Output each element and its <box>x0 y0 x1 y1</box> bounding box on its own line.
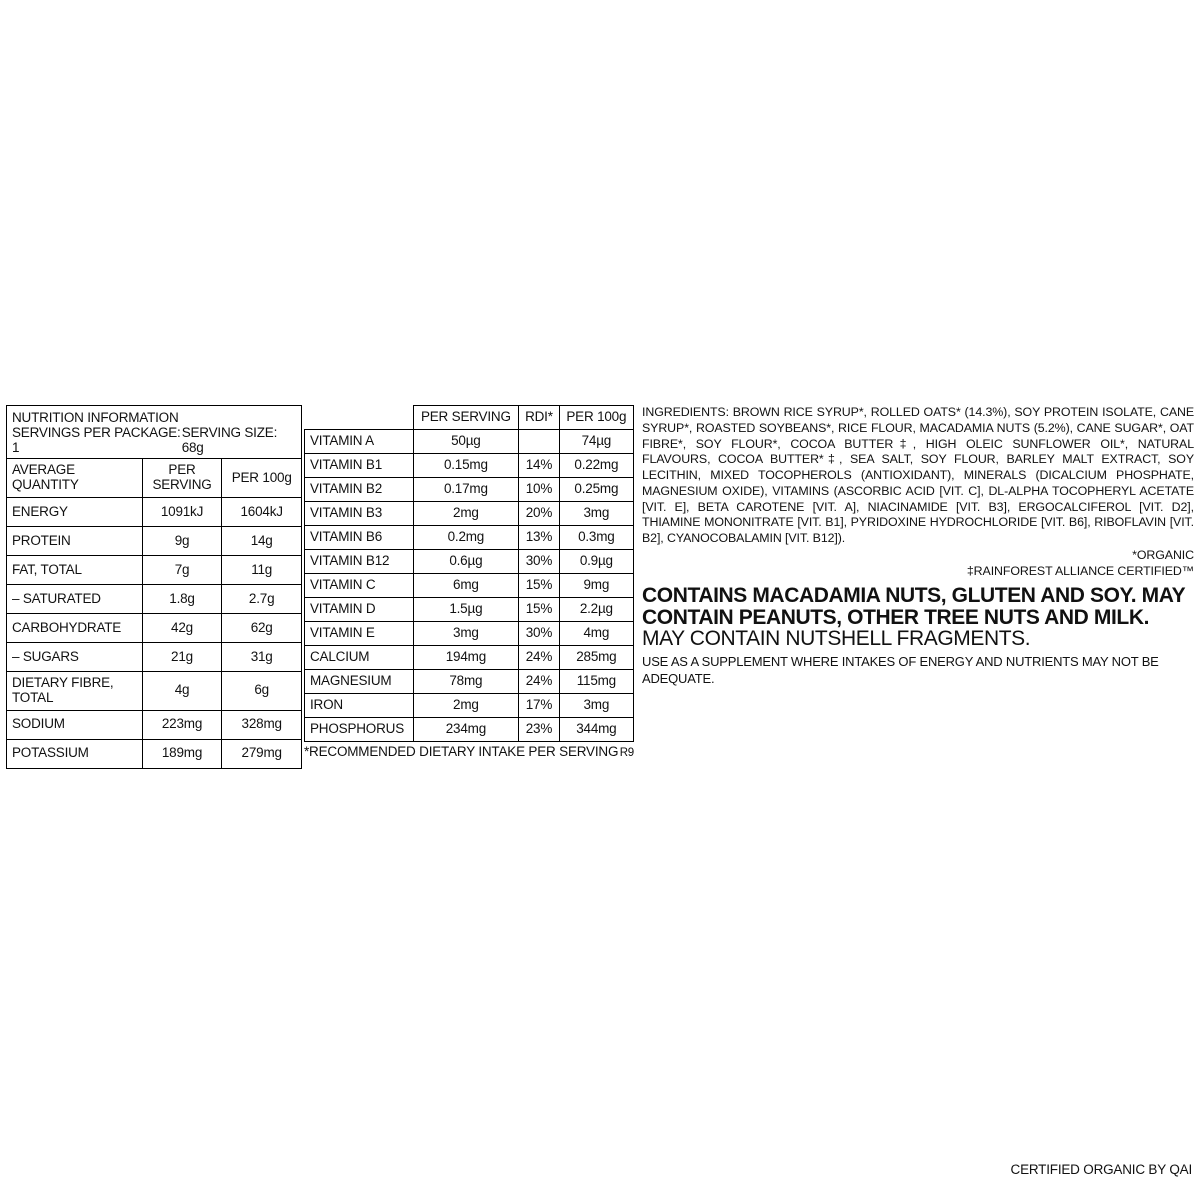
column-header-per-serving: PER SERVING <box>413 406 519 430</box>
vitamin-per-serving: 6mg <box>413 574 519 598</box>
rdi-footnote: *RECOMMENDED DIETARY INTAKE PER SERVING <box>304 744 619 759</box>
vitamin-per-serving: 234mg <box>413 718 519 742</box>
nutrition-title: NUTRITION INFORMATION <box>12 410 179 425</box>
table-row <box>305 718 634 742</box>
vitamin-per-100g: 0.3mg <box>559 526 633 550</box>
nutrient-per-serving: 4g <box>142 672 222 711</box>
allergen-statement-normal: MAY CONTAIN NUTSHELL FRAGMENTS. <box>642 627 1031 651</box>
table-row <box>7 556 302 585</box>
table-row <box>305 430 634 454</box>
vitamin-per-100g: 3mg <box>559 694 633 718</box>
vitamin-rdi: 15% <box>519 574 560 598</box>
vitamin-label: VITAMIN B2 <box>305 478 414 502</box>
vitamin-rdi <box>519 430 560 454</box>
table-row <box>7 739 302 768</box>
vitamin-label: VITAMIN B12 <box>305 550 414 574</box>
nutrient-per-serving: 7g <box>142 556 222 585</box>
vitamin-per-serving: 3mg <box>413 622 519 646</box>
table-row <box>305 670 634 694</box>
column-header-per-serving: PER SERVING <box>142 459 222 498</box>
table-row <box>7 585 302 614</box>
vitamin-per-serving: 0.2mg <box>413 526 519 550</box>
nutrient-per-serving: 9g <box>142 527 222 556</box>
ingredients-block <box>642 405 1194 687</box>
nutrient-per-serving: 189mg <box>142 739 222 768</box>
vitamin-mineral-block <box>304 405 634 759</box>
nutrient-per-100g: 2.7g <box>222 585 302 614</box>
nutrient-label: SODIUM <box>7 710 143 739</box>
vitamin-per-serving: 50µg <box>413 430 519 454</box>
vitamin-per-serving: 0.15mg <box>413 454 519 478</box>
nutrient-per-100g: 14g <box>222 527 302 556</box>
nutrient-per-serving: 1091kJ <box>142 498 222 527</box>
vitamin-per-100g: 3mg <box>559 502 633 526</box>
label-columns <box>0 405 1200 769</box>
vitamin-rdi: 24% <box>519 646 560 670</box>
nutrient-label: POTASSIUM <box>7 739 143 768</box>
vitamin-per-serving: 194mg <box>413 646 519 670</box>
table-row <box>7 498 302 527</box>
vitamin-per-serving: 0.6µg <box>413 550 519 574</box>
vitamin-label: VITAMIN D <box>305 598 414 622</box>
table-row <box>305 526 634 550</box>
vitamin-rdi: 13% <box>519 526 560 550</box>
servings-per-package: SERVINGS PER PACKAGE: 1 <box>12 425 181 456</box>
table-row <box>305 694 634 718</box>
vitamin-label: IRON <box>305 694 414 718</box>
vitamin-label: VITAMIN B3 <box>305 502 414 526</box>
vitamin-label: VITAMIN B6 <box>305 526 414 550</box>
table-row <box>305 550 634 574</box>
table-row <box>305 598 634 622</box>
allergen-statement-strong: CONTAINS MACADAMIA NUTS, GLUTEN AND SOY. MAY CONTAIN PEANUTS, OTHER TREE NUTS AND MILK. <box>642 584 1185 629</box>
serving-size: SERVING SIZE: 68g <box>181 425 278 456</box>
nutrient-per-100g: 6g <box>222 672 302 711</box>
rainforest-alliance-note: ‡RAINFOREST ALLIANCE CERTIFIED™ <box>966 563 1194 578</box>
nutrient-per-100g: 1604kJ <box>222 498 302 527</box>
nutrient-label: DIETARY FIBRE, TOTAL <box>7 672 143 711</box>
nutrient-label: – SUGARS <box>7 643 143 672</box>
nutrient-per-100g: 62g <box>222 614 302 643</box>
nutrient-per-100g: 328mg <box>222 710 302 739</box>
nutrient-label: – SATURATED <box>7 585 143 614</box>
table-row <box>305 646 634 670</box>
vitamin-rdi: 15% <box>519 598 560 622</box>
nutrient-per-serving: 1.8g <box>142 585 222 614</box>
vitamin-rdi: 10% <box>519 478 560 502</box>
column-header-per-100g: PER 100g <box>222 459 302 498</box>
organic-note: *ORGANIC <box>1132 547 1194 562</box>
column-header-per-100g: PER 100g <box>559 406 633 430</box>
vitamin-label: VITAMIN A <box>305 430 414 454</box>
column-header-average-quantity: AVERAGE QUANTITY <box>7 459 143 498</box>
vitamin-rdi: 23% <box>519 718 560 742</box>
vitamin-per-100g: 115mg <box>559 670 633 694</box>
vitamin-per-serving: 78mg <box>413 670 519 694</box>
nutrient-per-100g: 11g <box>222 556 302 585</box>
nutrient-per-100g: 279mg <box>222 739 302 768</box>
table-row <box>7 643 302 672</box>
allergen-statement <box>642 585 1194 649</box>
supplement-note: USE AS A SUPPLEMENT WHERE INTAKES OF ENERGY AND NUTRIENTS MAY NOT BE ADEQUATE. <box>642 654 1159 686</box>
nutrition-table <box>6 458 302 768</box>
nutrition-table-header-row <box>7 459 302 498</box>
vitamin-rdi: 30% <box>519 550 560 574</box>
nutrient-per-100g: 31g <box>222 643 302 672</box>
table-row <box>305 622 634 646</box>
vitamin-label: VITAMIN B1 <box>305 454 414 478</box>
vitamin-per-serving: 0.17mg <box>413 478 519 502</box>
nutrient-label: ENERGY <box>7 498 143 527</box>
nutrition-header <box>6 405 302 458</box>
nutrition-label-panel <box>0 405 1200 1177</box>
table-row <box>7 672 302 711</box>
vitamin-table <box>304 405 634 742</box>
vitamin-per-100g: 9mg <box>559 574 633 598</box>
table-row <box>305 502 634 526</box>
vitamin-per-100g: 4mg <box>559 622 633 646</box>
vitamin-label: PHOSPHORUS <box>305 718 414 742</box>
nutrient-label: CARBOHYDRATE <box>7 614 143 643</box>
vitamin-per-serving: 1.5µg <box>413 598 519 622</box>
vitamin-label: VITAMIN E <box>305 622 414 646</box>
column-header-blank <box>305 406 414 430</box>
vitamin-rdi: 30% <box>519 622 560 646</box>
vitamin-table-header-row <box>305 406 634 430</box>
vitamin-table-footer <box>304 742 634 759</box>
table-row <box>305 454 634 478</box>
nutrient-per-serving: 223mg <box>142 710 222 739</box>
vitamin-per-serving: 2mg <box>413 502 519 526</box>
vitamin-per-100g: 0.25mg <box>559 478 633 502</box>
certified-organic-by: CERTIFIED ORGANIC BY QAI <box>1010 1162 1192 1177</box>
nutrient-label: FAT, TOTAL <box>7 556 143 585</box>
column-header-rdi: RDI* <box>519 406 560 430</box>
vitamin-label: MAGNESIUM <box>305 670 414 694</box>
vitamin-per-100g: 0.22mg <box>559 454 633 478</box>
nutrition-information-block <box>6 405 302 769</box>
vitamin-per-100g: 285mg <box>559 646 633 670</box>
ingredients-text: INGREDIENTS: BROWN RICE SYRUP*, ROLLED OATS* (14.3%), SOY PROTEIN ISOLATE, CANE SYRUP*, ROASTED SOYBEANS*, RICE FLOUR, MACADAMIA NUTS (5.2%), CANE SUGAR*, OAT FIBRE*, SOY FLOUR*, COCOA BUTTER‡, HIGH OLEIC SUNFLOWER OIL*, NATURAL FLAVOURS, COCOA BUTTER*‡, SEA SALT, SOY FLOUR, BARLEY MALT EXTRACT, SOY LECITHIN, MIXED TOCOPHEROLS (ANTIOXIDANT), MINERALS (DICALCIUM PHOSPHATE, MAGNESIUM OXIDE), VITAMINS (ASCORBIC ACID [VIT. C], DL-ALPHA TOCOPHERYL ACETATE [VIT. E], BETA CAROTENE [VIT. A], NIACINAMIDE [VIT. B3], ERGOCALCIFEROL [VIT. D2], THIAMINE MONONITRATE [VIT. B1], PYRIDOXINE HYDROCHLORIDE [VIT. B6], RIBOFLAVIN [VIT. B2], CYANOCOBALAMIN [VIT. B12]). <box>642 405 1194 545</box>
vitamin-rdi: 14% <box>519 454 560 478</box>
table-row <box>305 574 634 598</box>
table-row <box>7 614 302 643</box>
table-row <box>305 478 634 502</box>
nutrient-label: PROTEIN <box>7 527 143 556</box>
vitamin-label: CALCIUM <box>305 646 414 670</box>
vitamin-per-100g: 2.2µg <box>559 598 633 622</box>
revision-code: R9 <box>619 747 634 759</box>
table-row <box>7 527 302 556</box>
nutrient-per-serving: 42g <box>142 614 222 643</box>
vitamin-label: VITAMIN C <box>305 574 414 598</box>
vitamin-rdi: 24% <box>519 670 560 694</box>
vitamin-rdi: 20% <box>519 502 560 526</box>
table-row <box>7 710 302 739</box>
nutrient-per-serving: 21g <box>142 643 222 672</box>
vitamin-rdi: 17% <box>519 694 560 718</box>
vitamin-per-100g: 0.9µg <box>559 550 633 574</box>
vitamin-per-100g: 344mg <box>559 718 633 742</box>
vitamin-per-serving: 2mg <box>413 694 519 718</box>
vitamin-per-100g: 74µg <box>559 430 633 454</box>
